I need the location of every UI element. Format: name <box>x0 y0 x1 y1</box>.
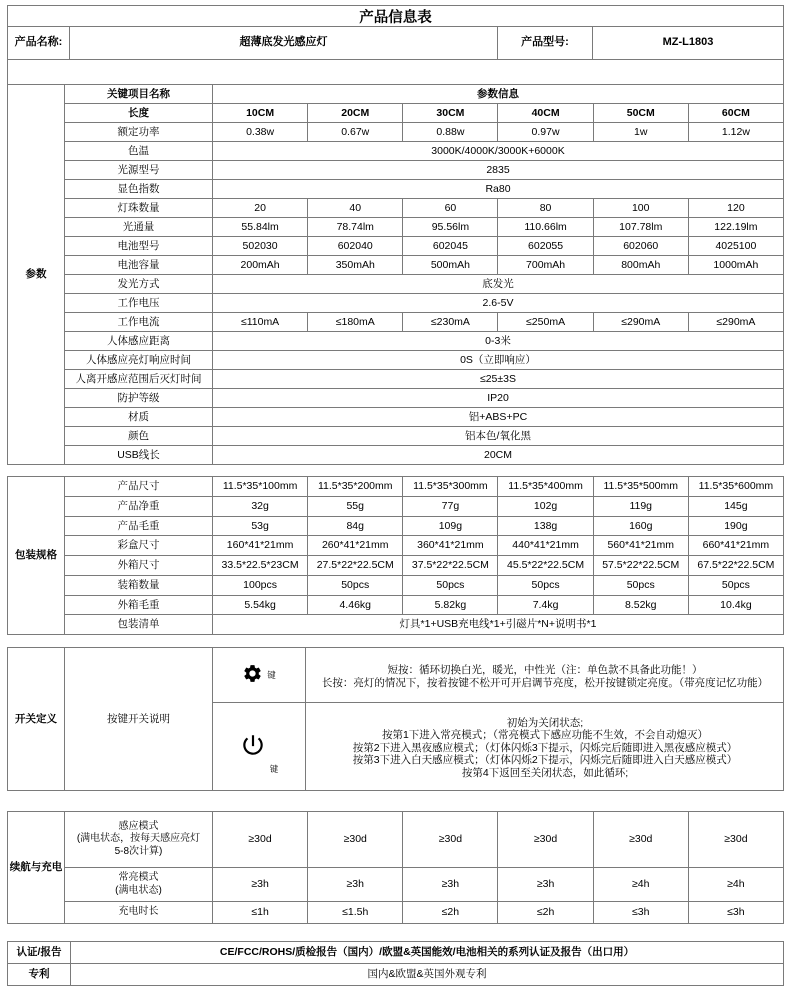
value-cell: ≥30d <box>498 812 593 868</box>
description-line: 按第2下进入黑夜感应模式；（灯体闪烁3下提示，闪烁完后随即进入黑夜感应模式） <box>352 741 738 754</box>
row-label: 长度 <box>65 104 213 123</box>
value-cell: 11.5*35*100mm <box>213 477 308 497</box>
value-cell: 50CM <box>594 104 689 123</box>
merged-value: 灯具*1+USB充电线*1+引磁片*N+说明书*1 <box>213 615 784 635</box>
value-cell: ≤1h <box>213 902 308 924</box>
value-cell: 107.78lm <box>594 218 689 237</box>
value-cell: 145g <box>689 497 784 517</box>
row-label: 装箱数量 <box>65 576 213 596</box>
row-label <box>65 868 213 902</box>
value-cell: 120 <box>689 199 784 218</box>
value-cell: 60CM <box>689 104 784 123</box>
value-cell: 800mAh <box>594 256 689 275</box>
value-cell: ≤1.5h <box>308 902 403 924</box>
power-key-description <box>306 703 784 791</box>
value-cell: 67.5*22*22.5CM <box>689 556 784 576</box>
value-cell: 1000mAh <box>689 256 784 275</box>
value-cell: ≤290mA <box>594 313 689 332</box>
description-line: 按第1下进入常亮模式；（常亮模式下感应功能不生效，不会自动熄灭） <box>381 729 709 742</box>
value-cell: 11.5*35*600mm <box>689 477 784 497</box>
packaging-table <box>7 476 784 635</box>
merged-value: 2.6-5V <box>213 294 784 313</box>
patent-value: 国内&欧盟&英国外观专利 <box>71 964 784 986</box>
value-cell: 100 <box>594 199 689 218</box>
value-cell: 33.5*22.5*23CM <box>213 556 308 576</box>
value-cell: ≤290mA <box>689 313 784 332</box>
value-cell: 45.5*22*22.5CM <box>498 556 593 576</box>
merged-value: 0-3米 <box>213 332 784 351</box>
value-cell: 660*41*21mm <box>689 536 784 556</box>
value-cell: 190g <box>689 517 784 537</box>
value-cell: ≥3h <box>498 868 593 902</box>
params-table <box>7 84 784 465</box>
row-label: 电池容量 <box>65 256 213 275</box>
switch-table <box>7 647 784 791</box>
certification-value: CE/FCC/ROHS/质检报告（国内）/欧盟&英国能效/电池相关的系列认证及报告（出口用） <box>71 942 784 964</box>
merged-value: 20CM <box>213 446 784 465</box>
merged-value: Ra80 <box>213 180 784 199</box>
row-label: 灯珠数量 <box>65 199 213 218</box>
label-line: 感应模式 <box>118 820 159 832</box>
value-cell: ≥3h <box>213 868 308 902</box>
value-cell: 5.54kg <box>213 596 308 616</box>
value-cell: ≥30d <box>403 812 498 868</box>
value-cell: 4.46kg <box>308 596 403 616</box>
label-line: (满电状态，按每天感应亮灯 <box>76 833 201 845</box>
description-line: 按第4下返回至关闭状态，如此循环; <box>461 766 629 779</box>
value-cell: 138g <box>498 517 593 537</box>
merged-value: ≤25±3S <box>213 370 784 389</box>
value-cell: 160g <box>594 517 689 537</box>
value-cell: ≤180mA <box>308 313 403 332</box>
row-label: 色温 <box>65 142 213 161</box>
params-key-header: 关键项目名称 <box>65 85 213 104</box>
product-name-value: 超薄底发光感应灯 <box>70 27 498 60</box>
value-cell: 37.5*22*22.5CM <box>403 556 498 576</box>
value-cell: 0.67w <box>308 123 403 142</box>
value-cell: 20CM <box>308 104 403 123</box>
value-cell: 11.5*35*300mm <box>403 477 498 497</box>
product-name-label: 产品名称: <box>8 27 70 60</box>
value-cell: 109g <box>403 517 498 537</box>
section-label: 包装规格 <box>8 477 65 635</box>
label-line: 常亮模式 <box>118 872 159 883</box>
row-label: 外箱毛重 <box>65 596 213 616</box>
value-cell: 55g <box>308 497 403 517</box>
page-title: 产品信息表 <box>7 5 784 27</box>
value-cell: 0.97w <box>498 123 593 142</box>
value-cell: 602045 <box>403 237 498 256</box>
value-cell: 350mAh <box>308 256 403 275</box>
description-line: 按第3下进入白天感应模式；（灯体闪烁2下提示，闪烁完后随即进入白天感应模式） <box>352 754 738 767</box>
value-cell: 80 <box>498 199 593 218</box>
row-label: 颜色 <box>65 427 213 446</box>
value-cell: ≥30d <box>689 812 784 868</box>
product-model-value: MZ-L1803 <box>593 27 784 60</box>
row-label: 额定功率 <box>65 123 213 142</box>
row-label: 外箱尺寸 <box>65 556 213 576</box>
value-cell: 10CM <box>213 104 308 123</box>
row-label: 材质 <box>65 408 213 427</box>
value-cell: 50pcs <box>498 576 593 596</box>
value-cell: 78.74lm <box>308 218 403 237</box>
value-cell: 50pcs <box>689 576 784 596</box>
product-info-sheet <box>7 5 784 986</box>
value-cell: 11.5*35*200mm <box>308 477 403 497</box>
value-cell: ≤3h <box>689 902 784 924</box>
row-label: 人体感应亮灯响应时间 <box>65 351 213 370</box>
value-cell: 560*41*21mm <box>594 536 689 556</box>
value-cell: ≤250mA <box>498 313 593 332</box>
value-cell: 50pcs <box>308 576 403 596</box>
label-line: 5-8次计算) <box>114 845 163 857</box>
row-label: 工作电压 <box>65 294 213 313</box>
description-line: 初始为关闭状态; <box>506 716 584 729</box>
section-label: 参数 <box>8 85 65 465</box>
description-line: 短按：循环切换白光，暖光，中性光（注：单色款不具备此功能！） <box>387 663 703 676</box>
description-line: 长按：亮灯的情况下，按着按键不松开可开启调节亮度，松开按键锁定亮度。（带亮度记忆功能） <box>321 676 769 689</box>
value-cell: 260*41*21mm <box>308 536 403 556</box>
value-cell: ≥4h <box>689 868 784 902</box>
value-cell: 602055 <box>498 237 593 256</box>
value-cell: 502030 <box>213 237 308 256</box>
value-cell: 700mAh <box>498 256 593 275</box>
value-cell: 50pcs <box>594 576 689 596</box>
spacer-row <box>7 60 784 84</box>
value-cell: 0.88w <box>403 123 498 142</box>
certification-table <box>7 941 784 986</box>
value-cell: 11.5*35*500mm <box>594 477 689 497</box>
value-cell: 10.4kg <box>689 596 784 616</box>
value-cell: 1.12w <box>689 123 784 142</box>
value-cell: ≤2h <box>403 902 498 924</box>
row-label: 产品毛重 <box>65 517 213 537</box>
value-cell: 7.4kg <box>498 596 593 616</box>
row-label <box>65 902 213 924</box>
power-key-label: 键 <box>269 763 279 774</box>
value-cell: ≥3h <box>308 868 403 902</box>
gear-key-cell <box>213 648 306 703</box>
value-cell: 50pcs <box>403 576 498 596</box>
value-cell: 440*41*21mm <box>498 536 593 556</box>
power-icon <box>240 732 266 762</box>
merged-value: 2835 <box>213 161 784 180</box>
label-line: (满电状态) <box>115 884 162 896</box>
value-cell: 102g <box>498 497 593 517</box>
value-cell: 20 <box>213 199 308 218</box>
row-label: USB线长 <box>65 446 213 465</box>
value-cell: 27.5*22*22.5CM <box>308 556 403 576</box>
value-cell: 1w <box>594 123 689 142</box>
value-cell: 84g <box>308 517 403 537</box>
row-label: 防护等级 <box>65 389 213 408</box>
certification-label: 认证/报告 <box>8 942 71 964</box>
row-label: 人体感应距离 <box>65 332 213 351</box>
value-cell: ≤110mA <box>213 313 308 332</box>
value-cell: 4025100 <box>689 237 784 256</box>
value-cell: 110.66lm <box>498 218 593 237</box>
gear-key-label: 键 <box>267 669 276 680</box>
value-cell: 5.82kg <box>403 596 498 616</box>
value-cell: 60 <box>403 199 498 218</box>
merged-value: 0S（立即响应） <box>213 351 784 370</box>
gear-key-description <box>306 648 784 703</box>
value-cell: ≥30d <box>308 812 403 868</box>
patent-label: 专利 <box>8 964 71 986</box>
product-info-row <box>7 26 784 60</box>
value-cell: 0.38w <box>213 123 308 142</box>
label-line: 充电时长 <box>118 906 159 918</box>
value-cell: 11.5*35*400mm <box>498 477 593 497</box>
value-cell: ≤3h <box>594 902 689 924</box>
value-cell: 122.19lm <box>689 218 784 237</box>
power-key-cell <box>213 703 306 791</box>
row-label: 显色指数 <box>65 180 213 199</box>
value-cell: ≥30d <box>213 812 308 868</box>
switch-description-label: 按键开关说明 <box>65 648 213 791</box>
value-cell: 55.84lm <box>213 218 308 237</box>
row-label <box>65 812 213 868</box>
value-cell: 53g <box>213 517 308 537</box>
endurance-table <box>7 811 784 924</box>
row-label: 产品净重 <box>65 497 213 517</box>
value-cell: 360*41*21mm <box>403 536 498 556</box>
row-label: 包装清单 <box>65 615 213 635</box>
row-label: 彩盒尺寸 <box>65 536 213 556</box>
merged-value: 铝本色/氧化黑 <box>213 427 784 446</box>
row-label: 光通量 <box>65 218 213 237</box>
value-cell: ≥4h <box>594 868 689 902</box>
value-cell: ≤2h <box>498 902 593 924</box>
value-cell: 602060 <box>594 237 689 256</box>
merged-value: IP20 <box>213 389 784 408</box>
value-cell: ≤230mA <box>403 313 498 332</box>
row-label: 电池型号 <box>65 237 213 256</box>
gear-icon <box>242 663 263 688</box>
section-label: 续航与充电 <box>8 812 65 924</box>
value-cell: 602040 <box>308 237 403 256</box>
value-cell: 100pcs <box>213 576 308 596</box>
value-cell: 30CM <box>403 104 498 123</box>
value-cell: ≥30d <box>594 812 689 868</box>
row-label: 工作电流 <box>65 313 213 332</box>
value-cell: 40 <box>308 199 403 218</box>
row-label: 产品尺寸 <box>65 477 213 497</box>
merged-value: 底发光 <box>213 275 784 294</box>
row-label: 发光方式 <box>65 275 213 294</box>
value-cell: 77g <box>403 497 498 517</box>
merged-value: 铝+ABS+PC <box>213 408 784 427</box>
value-cell: 32g <box>213 497 308 517</box>
merged-value: 3000K/4000K/3000K+6000K <box>213 142 784 161</box>
product-model-label: 产品型号: <box>498 27 593 60</box>
value-cell: 160*41*21mm <box>213 536 308 556</box>
value-cell: 95.56lm <box>403 218 498 237</box>
value-cell: 119g <box>594 497 689 517</box>
value-cell: 57.5*22*22.5CM <box>594 556 689 576</box>
value-cell: 200mAh <box>213 256 308 275</box>
value-cell: 40CM <box>498 104 593 123</box>
value-cell: 500mAh <box>403 256 498 275</box>
value-cell: 8.52kg <box>594 596 689 616</box>
row-label: 人离开感应范围后灭灯时间 <box>65 370 213 389</box>
row-label: 光源型号 <box>65 161 213 180</box>
value-cell: ≥3h <box>403 868 498 902</box>
switch-section-label: 开关定义 <box>8 648 65 791</box>
params-value-header: 参数信息 <box>213 85 784 104</box>
